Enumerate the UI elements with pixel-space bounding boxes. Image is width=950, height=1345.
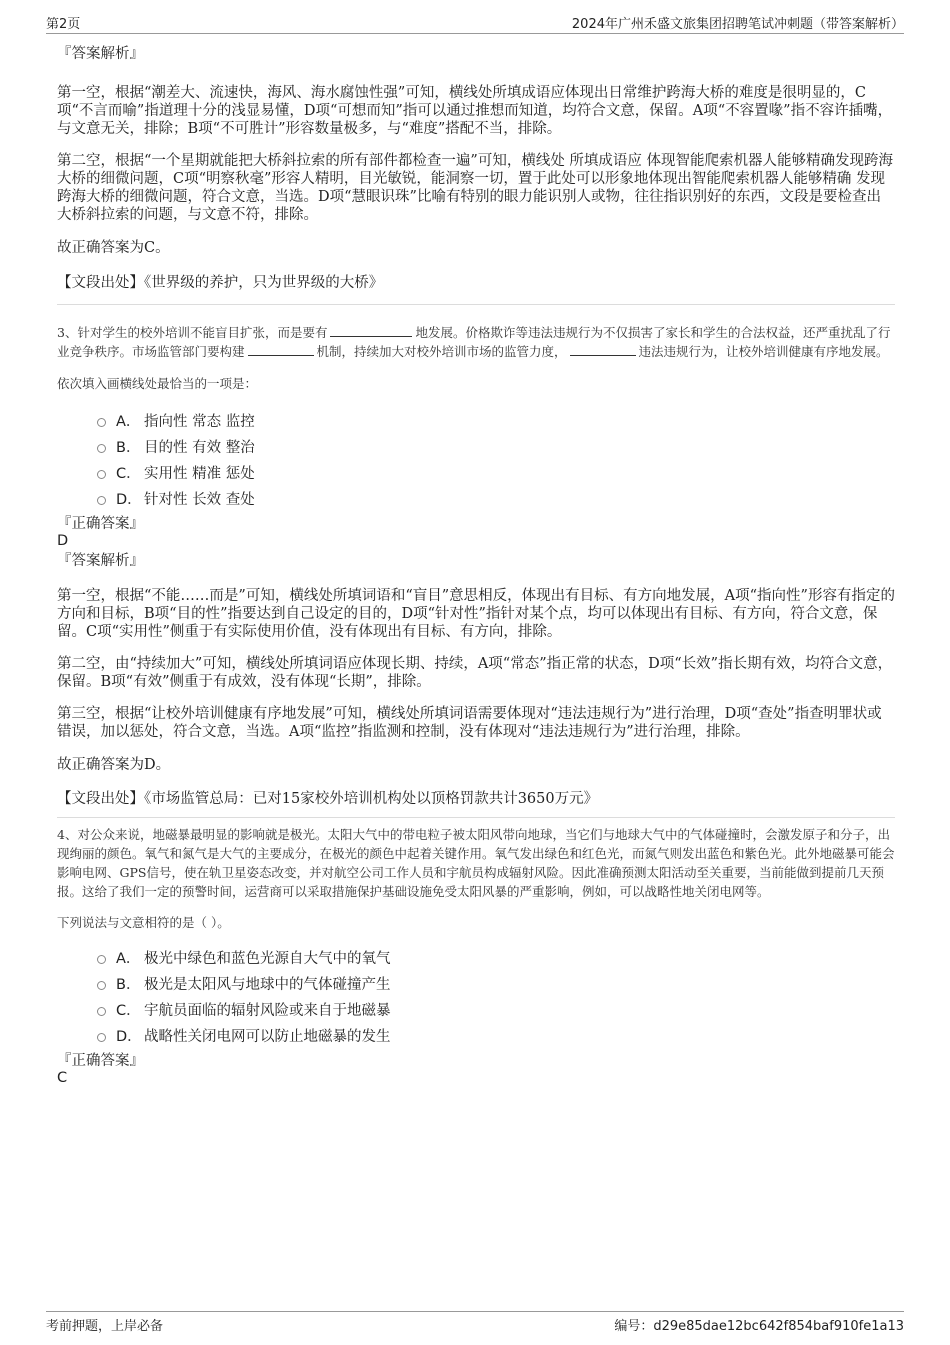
blank-2 <box>248 343 314 356</box>
q4-option-a[interactable]: A． 极光中绿色和蓝色光源自大气中的氧气 <box>97 944 895 970</box>
q3-analysis-para-2: 第二空，由“持续加大”可知，横线处所填词语应体现长期、持续，A项“常态”指正常的状态，D项“长效”指长期有效，均符合文意，保留。B项“有效”侧重于有成效，没有体现“长期”，排除。 <box>57 656 893 690</box>
document-id: 编号：d29e85dae12bc642f854baf910fe1a13 <box>614 1319 904 1334</box>
q4-correct-answer: C <box>57 1070 68 1086</box>
q3-analysis-para-3: 第三空，根据“让校外培训健康有序地发展”可知，横线处所填词语需要体现对“违法违规行为”进行治理，D项“查处”指查明罪状或错误，加以惩处，符合文意，当选。A项“监控”指监测和控制，没有体现对“违法违规行为”进行治理，排除。 <box>57 706 882 740</box>
divider <box>57 817 895 818</box>
q3-option-c[interactable]: C． 实用性 精准 惩处 <box>97 459 895 485</box>
divider <box>57 304 895 305</box>
q4-option-d[interactable]: D． 战略性关闭电网可以防止地磁暴的发生 <box>97 1022 895 1048</box>
q4-correct-label: 『正确答案』 <box>57 1053 144 1069</box>
q4-option-c[interactable]: C． 宇航员面临的辐射风险或来自于地磁暴 <box>97 996 895 1022</box>
q4-prompt: 下列说法与文意相符的是（ ）。 <box>57 915 230 930</box>
document-title: 2024年广州禾盛文旅集团招聘笔试冲刺题（带答案解析） <box>571 17 904 32</box>
q3-options <box>97 407 895 511</box>
radio-icon[interactable] <box>97 496 106 505</box>
q4-option-b[interactable]: B． 极光是太阳风与地球中的气体碰撞产生 <box>97 970 895 996</box>
page-header <box>46 13 904 34</box>
q3-source: 【文段出处】《市场监管总局：已对15家校外培训机构处以顶格罚款共计3650万元》 <box>57 791 599 807</box>
q3-correct-answer: D <box>57 533 69 549</box>
q3-option-b[interactable]: B． 目的性 有效 整治 <box>97 433 895 459</box>
q3-option-a[interactable]: A． 指向性 常态 监控 <box>97 407 895 433</box>
q3-analysis-para-1: 第一空，根据“不能……而是”可知，横线处所填词语和“盲目”意思相反，体现出有目标、有方向地发展，A项“指向性”形容有指定的方向和目标，B项“目的性”指要达到自己设定的目的，D项“针对性”指针对某个点，均可以体现出有目标、有方向，符合文意，保留。C项“实用性”侧重于有实际使用价值，没有体现出有目标、有方向，排除。 <box>57 588 895 640</box>
q3-option-d[interactable]: D． 针对性 长效 查处 <box>97 485 895 511</box>
q2-source: 【文段出处】《世界级的养护，只为世界级的大桥》 <box>57 275 384 291</box>
page-number: 第2页 <box>46 17 81 32</box>
q3-stem: 3、针对学生的校外培训不能盲目扩张，而是要有 地发展。价格欺诈等违法违规行为不仅损害了家长和学生的合法权益，还严重扰乱了行业竞争秩序。市场监管部门要构建 机制，持续加大对校外培训市场的监管力度， 违法违规行为，让校外培训健康有序地发展。 <box>57 325 891 359</box>
radio-icon[interactable] <box>97 1033 106 1042</box>
radio-icon[interactable] <box>97 981 106 990</box>
footer-slogan: 考前押题，上岸必备 <box>46 1319 164 1334</box>
q4-options <box>97 944 895 1048</box>
page-footer <box>46 1311 904 1334</box>
q3-analysis-label: 『答案解析』 <box>57 553 144 569</box>
page-body <box>57 40 895 1087</box>
q2-conclusion: 故正确答案为C。 <box>57 240 170 256</box>
q3-prompt: 依次填入画横线处最恰当的一项是： <box>57 376 258 391</box>
radio-icon[interactable] <box>97 470 106 479</box>
q2-analysis-para-1: 第一空，根据“潮差大、流速快，海风、海水腐蚀性强”可知，横线处所填成语应体现出日常维护跨海大桥的难度是很明显的，C项“不言而喻”指道理十分的浅显易懂，D项“可想而知”指可以通过推想而知道，均符合文意，保留。A项“不容置喙”指不容许插嘴，与文意无关，排除；B项“不可胜计”形容数量极多，与“难度”搭配不当，排除。 <box>57 85 893 137</box>
radio-icon[interactable] <box>97 444 106 453</box>
q2-analysis-label: 『答案解析』 <box>57 46 144 62</box>
radio-icon[interactable] <box>97 955 106 964</box>
q4-stem: 4、对公众来说，地磁暴最明显的影响就是极光。太阳大气中的带电粒子被太阳风带向地球，当它们与地球大气中的气体碰撞时，会激发原子和分子，出现绚丽的颜色。氧气和氮气是大气的主要成分，在极光的颜色中起着关键作用。氧气发出绿色和红色光，而氮气则发出蓝色和紫色光。此外地磁暴可能会影响电网、GPS信号，使在轨卫星姿态改变，并对航空公司工作人员和宇航员构成辐射风险。因此准确预测太阳活动至关重要，当前能做到提前几天预报。这给了我们一定的预警时间，运营商可以采取措施保护基础设施免受太阳风暴的严重影响，例如，可以战略性地关闭电网等。 <box>57 827 895 899</box>
q2-analysis-para-2: 第二空，根据“一个星期就能把大桥斜拉索的所有部件都检查一遍”可知，横线处 所填成语应 体现智能爬索机器人能够精确发现跨海大桥的细微问题，C项“明察秋毫”形容人精明，目光敏锐，能洞察一切，置于此处可以形象地体现出智能爬索机器人能够精确 发现跨海大桥的细微问题，符合文意，当选。D项“慧眼识珠”比喻有特别的眼力能识别人或物，往往指识别好的东西，文段是要检查出大桥斜拉索的问题，与文意不符，排除。 <box>57 153 894 223</box>
blank-1 <box>330 324 412 337</box>
radio-icon[interactable] <box>97 1007 106 1016</box>
blank-3 <box>570 343 636 356</box>
radio-icon[interactable] <box>97 418 106 427</box>
q3-conclusion: 故正确答案为D。 <box>57 757 171 773</box>
q3-correct-label: 『正确答案』 <box>57 516 144 532</box>
